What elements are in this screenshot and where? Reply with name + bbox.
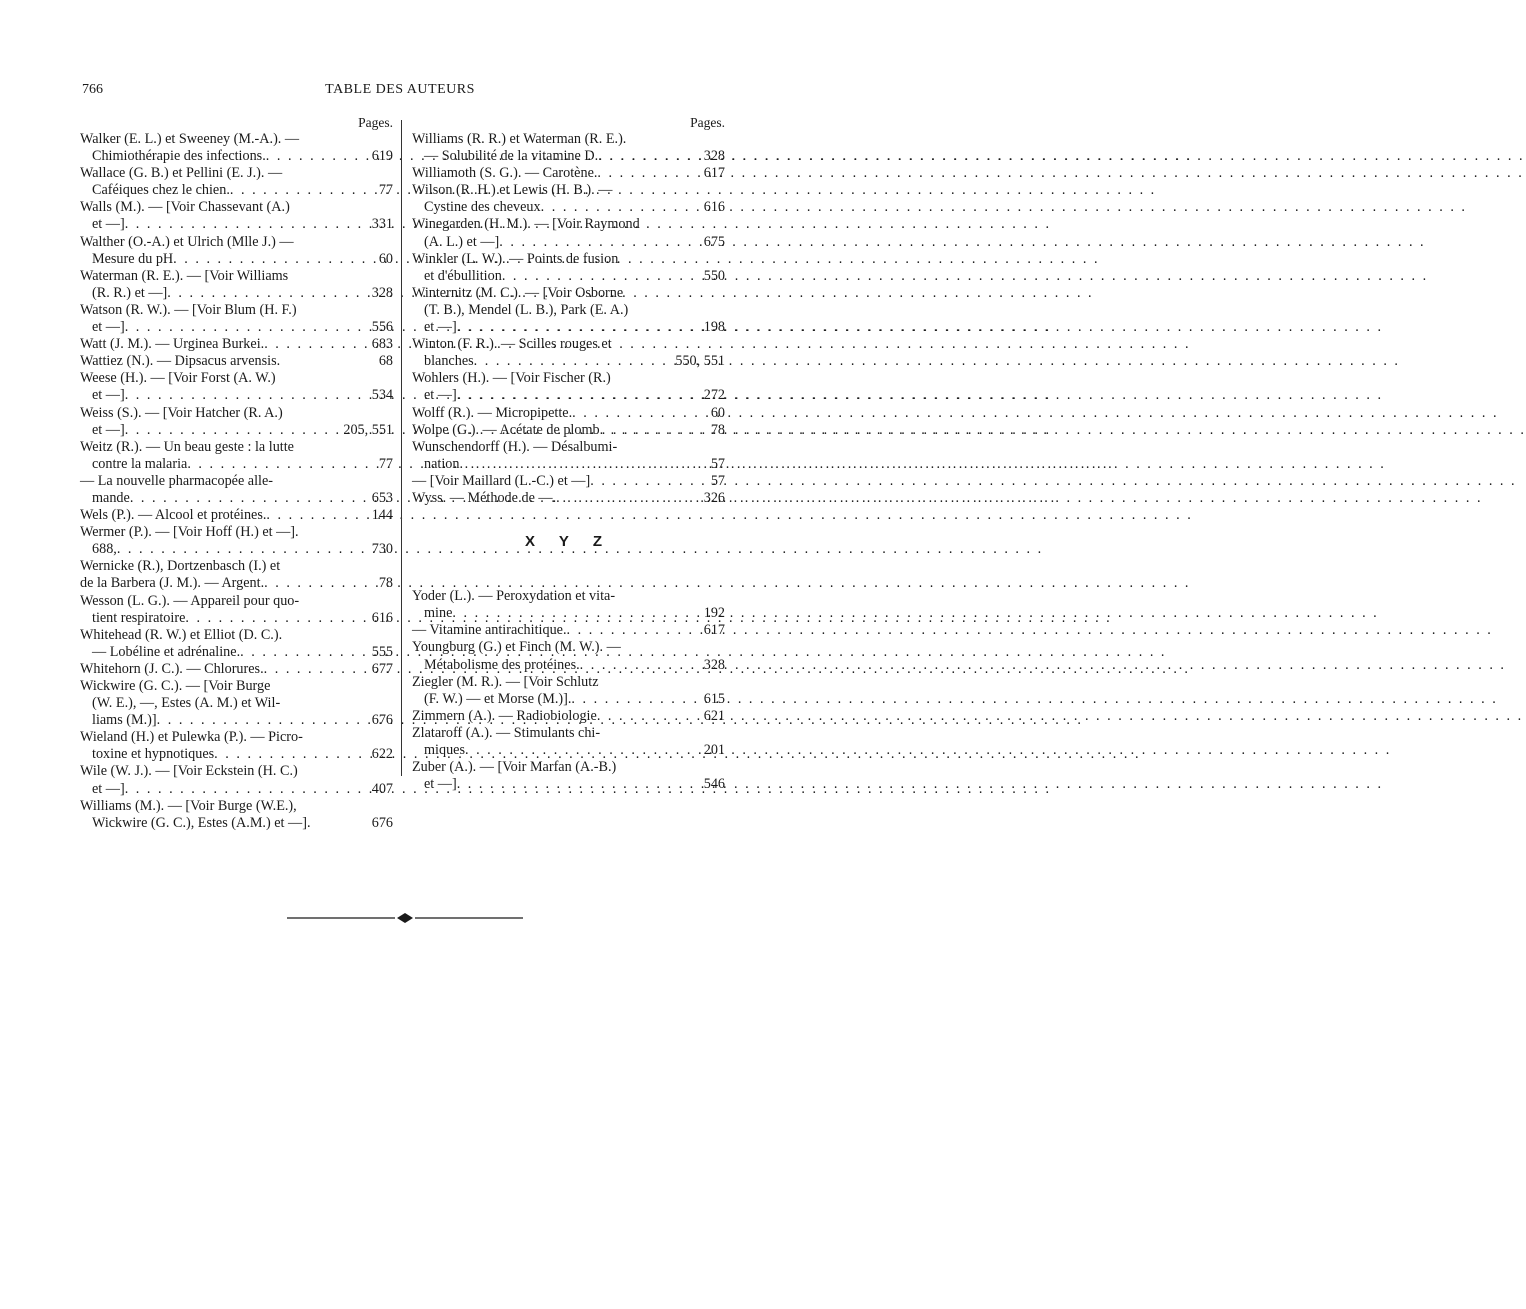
index-entry-line <box>80 165 393 182</box>
dot-leader <box>571 691 700 708</box>
entry-text: Zlataroff (A.). — Stimulants chi- <box>412 724 601 741</box>
ornament-diamond <box>397 913 413 923</box>
entry-text: Métabolisme des protéines. <box>424 656 580 673</box>
index-entry-line <box>412 268 725 285</box>
entry-page-number: 676 <box>371 814 393 831</box>
index-entry-line <box>80 216 393 233</box>
index-entry-line <box>80 593 393 610</box>
entry-text: (W. E.), —, Estes (A. M.) et Wil- <box>92 695 281 712</box>
entry-text: 688, <box>92 541 117 558</box>
dot-leader <box>187 456 375 473</box>
entry-text: Wohlers (H.). — [Voir Fischer (R.) <box>412 370 611 387</box>
dot-leader <box>167 285 368 302</box>
index-entry-line <box>412 370 725 387</box>
index-entry-line <box>80 131 393 148</box>
index-entry-line <box>412 336 725 353</box>
entry-text: Wolff (R.). — Micropipette. <box>412 404 573 421</box>
entry-text: Caféiques chez le chien. <box>92 182 230 199</box>
dot-leader <box>457 387 701 404</box>
entry-text: Whitehead (R. W.) et Elliot (D. C.). <box>80 626 283 643</box>
entry-page-number: 653 <box>371 489 393 506</box>
dot-leader <box>465 742 701 759</box>
index-entry-line <box>412 387 725 404</box>
entry-text: Wickwire (G. C.), Estes (A.M.) et —]. <box>92 814 311 831</box>
entry-text: (T. B.), Mendel (L. B.), Park (E. A.) <box>424 301 629 318</box>
entry-text: — Lobéline et adrénaline. <box>92 643 241 660</box>
dot-leader <box>266 148 369 165</box>
entry-page-number: 555 <box>371 643 393 660</box>
dot-leader <box>130 490 369 507</box>
dot-leader <box>474 353 673 370</box>
index-entry-line <box>412 148 725 165</box>
entry-text: Weese (H.). — [Voir Forst (A. W.) <box>80 370 276 387</box>
entry-page-number: 78 <box>710 421 725 438</box>
entry-page-number: 676 <box>371 712 393 729</box>
entry-text: Winkler (L. W.). — Points de fusion <box>412 250 619 267</box>
index-entry-line <box>412 165 725 182</box>
entry-text: Wieland (H.) et Pulewka (P.). — Picro- <box>80 729 303 746</box>
index-entry-line <box>80 473 393 490</box>
entry-page-number: 617 <box>703 622 725 639</box>
pages-label: Pages. <box>690 115 725 130</box>
entries-right-xyz <box>412 588 725 793</box>
dot-leader <box>264 575 376 592</box>
dot-leader <box>125 216 369 233</box>
dot-leader <box>173 251 376 268</box>
dot-leader <box>157 712 369 729</box>
entry-page-number: 534 <box>371 387 393 404</box>
entry-text: mande <box>92 489 130 506</box>
entry-text: Wilson (R. H.) et Lewis (H. B.). — <box>412 182 613 199</box>
index-entry-line <box>80 644 393 661</box>
entry-text: et —] <box>92 319 125 336</box>
index-entry-line <box>412 319 725 336</box>
index-entry-line <box>412 490 725 507</box>
entry-page-number: 617 <box>703 165 725 182</box>
entry-text: Mesure du pH <box>92 250 174 267</box>
entry-page-number: 328 <box>703 656 725 673</box>
entry-text: Wickwire (G. C.). — [Voir Burge <box>80 678 271 694</box>
index-entry-line <box>412 588 725 605</box>
index-entry-line <box>412 439 725 456</box>
entry-text: Zuber (A.). — [Voir Marfan (A.-B.) <box>412 759 617 776</box>
entry-page-number: 550 <box>703 267 725 284</box>
entry-text: Whitehorn (J. C.). — Chlorures. <box>80 660 264 677</box>
index-entry-line <box>80 148 393 165</box>
entry-page-number: 622 <box>371 746 393 763</box>
entry-text: — Solubilité de la vitamine D. <box>424 148 599 165</box>
entry-page-number: 205, 551 <box>343 421 393 438</box>
entry-page-number: 198 <box>703 319 725 336</box>
index-entry-line <box>412 759 725 776</box>
entry-page-number: 57 <box>710 455 725 472</box>
entry-text: Wallace (G. B.) et Pellini (E. J.). — <box>80 165 283 182</box>
index-entry-line <box>412 302 725 319</box>
entry-text: toxine et hypnotiques <box>92 746 215 763</box>
column-divider <box>401 120 402 776</box>
entry-text: Wermer (P.). — [Voir Hoff (H.) et —]. <box>80 524 299 541</box>
entry-page-number: 192 <box>703 605 725 622</box>
index-entry-line <box>412 639 725 656</box>
entry-page-number: 616 <box>371 609 393 626</box>
entry-text: de la Barbera (J. M.). — Argent. <box>80 575 265 592</box>
dot-leader <box>541 199 701 216</box>
dot-leader <box>185 610 368 627</box>
entry-text: et —] <box>92 387 125 404</box>
dot-leader <box>457 319 701 336</box>
entry-page-number: 546 <box>703 776 725 793</box>
entry-page-number: 550, 551 <box>675 353 725 370</box>
index-entry-line <box>80 405 393 422</box>
index-entry-line <box>80 490 393 507</box>
entry-text: Watson (R. W.). — [Voir Blum (H. F.) <box>80 301 297 318</box>
entry-page-number: 407 <box>371 780 393 797</box>
entry-text: et —] <box>424 319 457 336</box>
index-entry-line <box>80 575 393 592</box>
index-entry-line <box>80 541 393 558</box>
index-entry-line <box>80 387 393 404</box>
entry-page-number: 60 <box>378 250 393 267</box>
entry-page-number: 272 <box>703 387 725 404</box>
entry-text: Walls (M.). — [Voir Chassevant (A.) <box>80 199 290 216</box>
entry-text: Watt (J. M.). — Urginea Burkei. <box>80 336 265 353</box>
entry-page-number: 675 <box>703 233 725 250</box>
dot-leader <box>567 622 701 639</box>
entry-text: et —] <box>92 421 125 438</box>
entry-text: Wattiez (N.). — Dipsacus arvensis. <box>80 353 281 370</box>
index-entry-line <box>80 251 393 268</box>
index-entry-line <box>80 746 393 763</box>
entry-page-number: 57 <box>710 472 725 489</box>
dot-leader <box>556 490 701 507</box>
entry-text: Youngburg (G.) et Finch (M. W.). — <box>412 639 621 656</box>
entry-text: — [Voir Maillard (L.-C.) et —] <box>412 472 591 489</box>
entry-text: Wunschendorff (H.). — Désalbumi- <box>412 438 618 455</box>
index-entry-line <box>80 302 393 319</box>
dot-leader <box>125 319 369 336</box>
entry-page-number: 556 <box>371 319 393 336</box>
dot-leader <box>264 661 369 678</box>
index-entry-line <box>80 729 393 746</box>
entry-text: miques <box>424 742 465 758</box>
entry-text: et —] <box>424 387 457 404</box>
entry-text: tient respiratoire <box>92 609 186 626</box>
dot-leader <box>597 165 700 182</box>
dot-leader <box>580 657 701 674</box>
entry-page-number: 68 <box>378 353 393 370</box>
index-entry-line <box>80 558 393 575</box>
index-entry-line <box>412 131 725 148</box>
index-entry-line <box>80 285 393 302</box>
dot-leader <box>590 473 708 490</box>
index-entry-line <box>80 763 393 780</box>
entry-page-number: 326 <box>703 489 725 506</box>
entry-text: et —] <box>92 216 125 233</box>
dot-leader <box>240 644 369 661</box>
entry-text: Cystine des cheveux <box>424 199 541 216</box>
dot-leader <box>125 781 369 798</box>
dot-leader <box>600 422 708 439</box>
index-entry-line <box>80 610 393 627</box>
index-entry-line <box>412 657 725 674</box>
index-entry-line <box>412 199 725 216</box>
entry-page-number: 328 <box>371 284 393 301</box>
entry-page-number: 331 <box>371 216 393 233</box>
dot-leader <box>266 507 368 524</box>
entry-text: liams (M.)] <box>92 712 157 729</box>
entry-text: (R. R.) et —] <box>92 284 168 301</box>
entry-text: Wernicke (R.), Dortzenbasch (I.) et <box>80 558 281 575</box>
index-entry-line <box>80 234 393 251</box>
index-entry-line <box>412 691 725 708</box>
index-entry-line <box>80 678 393 695</box>
index-entry-line <box>412 456 725 473</box>
entry-text: Wyss. — Méthode de —. <box>412 489 557 506</box>
entry-text: Zimmern (A.). — Radiobiologie <box>412 707 597 724</box>
index-entry-line <box>80 370 393 387</box>
index-entry-line <box>412 708 725 725</box>
entry-page-number: 677 <box>371 660 393 677</box>
entry-text: et d'ébullition <box>424 267 502 284</box>
entry-text: Williamoth (S. G.). — Carotène. <box>412 165 598 182</box>
entry-text: Winegarden (H. M.). — [Voir Raymond <box>412 216 640 233</box>
index-entry-line <box>80 781 393 798</box>
entry-page-number: 616 <box>703 199 725 216</box>
entry-page-number: 621 <box>703 707 725 724</box>
index-entry-line <box>80 712 393 729</box>
index-entry-line <box>412 776 725 793</box>
dot-leader <box>230 182 376 199</box>
entry-text: Williams (M.). — [Voir Burge (W.E.), <box>80 797 297 814</box>
dot-leader <box>502 268 701 285</box>
index-entry-line <box>412 473 725 490</box>
index-entry-line <box>412 405 725 422</box>
index-entry-line <box>80 661 393 678</box>
dot-leader <box>452 605 700 622</box>
pages-label: Pages. <box>358 115 393 130</box>
entry-page-number: 328 <box>703 148 725 165</box>
index-entry-line <box>412 353 725 370</box>
dot-leader <box>125 387 369 404</box>
index-entry-line <box>80 798 393 815</box>
page-number: 766 <box>82 82 103 97</box>
entry-text: Chimiothérapie des infections. <box>92 148 266 165</box>
dot-leader <box>572 405 708 422</box>
entry-text: Walther (O.-A.) et Ulrich (Mlle J.) — <box>80 233 294 250</box>
index-entry-line <box>412 234 725 251</box>
entries-right <box>412 131 725 507</box>
index-entry-line <box>80 199 393 216</box>
index-entry-line <box>80 422 393 439</box>
index-entry-line <box>412 622 725 639</box>
entry-text: (F. W.) — et Morse (M.)]. <box>424 690 572 707</box>
index-entry-line <box>80 336 393 353</box>
index-entry-line <box>80 353 393 370</box>
index-entry-line <box>80 456 393 473</box>
entry-page-number: 619 <box>371 148 393 165</box>
running-head: TABLE DES AUTEURS <box>325 82 475 97</box>
index-entry-line <box>412 285 725 302</box>
index-column-left <box>80 114 393 832</box>
index-entry-line <box>80 268 393 285</box>
entry-page-number: 730 <box>371 541 393 558</box>
dot-leader <box>499 234 700 251</box>
entry-text: Walker (E. L.) et Sweeney (M.-A.). — <box>80 131 300 147</box>
index-entry-line <box>412 216 725 233</box>
entry-page-number: 77 <box>378 182 393 199</box>
index-entry-line <box>80 319 393 336</box>
dot-leader <box>457 776 701 793</box>
index-entry-line <box>412 725 725 742</box>
index-entry-line <box>80 524 393 541</box>
entry-text: Waterman (R. E.). — [Voir Williams <box>80 267 289 284</box>
entry-text: Wels (P.). — Alcool et protéines. <box>80 507 267 524</box>
entry-text: Wolpe (G.). — Acétate de plomb <box>412 421 600 438</box>
entry-text: Winternitz (M. C.). — [Voir Osborne <box>412 284 624 301</box>
entry-text: mine <box>424 605 453 622</box>
index-entry-line <box>412 605 725 622</box>
entry-page-number: 60 <box>710 404 725 421</box>
entry-page-number: 78 <box>378 575 393 592</box>
entry-text: et —] <box>424 776 457 793</box>
section-heading-xyz: X Y Z <box>525 533 612 551</box>
dot-leader <box>264 336 369 353</box>
entry-page-number: 615 <box>703 690 725 707</box>
entry-page-number: 77 <box>378 455 393 472</box>
entry-text: Weiss (S.). — [Voir Hatcher (R. A.) <box>80 404 283 421</box>
entry-text: contre la malaria <box>92 455 188 472</box>
index-entry-line <box>412 182 725 199</box>
dot-leader <box>459 456 707 473</box>
index-entry-line <box>80 182 393 199</box>
entries-left <box>80 131 393 832</box>
index-entry-line <box>80 507 393 524</box>
entry-text: Winton (F. R.). — Scilles rouges et <box>412 336 612 353</box>
index-entry-line <box>412 422 725 439</box>
entry-text: et —] <box>92 780 125 797</box>
entry-text: nation <box>424 455 460 472</box>
entry-text: blanches <box>424 353 474 370</box>
entry-text: — La nouvelle pharmacopée alle- <box>80 472 274 489</box>
entry-text: Williams (R. R.) et Waterman (R. E.). <box>412 131 627 147</box>
index-entry-line <box>412 674 725 691</box>
index-entry-line <box>80 627 393 644</box>
dot-leader <box>597 708 701 725</box>
index-entry-line <box>412 251 725 268</box>
dot-leader <box>125 422 341 439</box>
entry-text: (A. L.) et —] <box>424 233 500 250</box>
index-entry-line <box>80 695 393 712</box>
entry-text: Wile (W. J.). — [Voir Eckstein (H. C.) <box>80 763 298 780</box>
index-entry-line <box>80 439 393 456</box>
entry-page-number: 144 <box>371 507 393 524</box>
entry-page-number: 201 <box>703 742 725 758</box>
entry-text: Wesson (L. G.). — Appareil pour quo- <box>80 592 300 609</box>
index-column-right <box>412 114 725 793</box>
entry-page-number: 683 <box>371 336 393 353</box>
entry-text: Weitz (R.). — Un beau geste : la lutte <box>80 438 294 455</box>
index-entry-line <box>412 742 725 759</box>
dot-leader <box>117 541 369 558</box>
dot-leader <box>214 746 369 763</box>
dot-leader <box>598 148 701 165</box>
ornament-divider <box>287 912 523 924</box>
index-entry-line <box>80 815 393 832</box>
entry-text: Yoder (L.). — Peroxydation et vita- <box>412 588 616 605</box>
entry-text: — Vitamine antirachitique. <box>412 622 567 639</box>
entry-text: Ziegler (M. R.). — [Voir Schlutz <box>412 673 599 690</box>
